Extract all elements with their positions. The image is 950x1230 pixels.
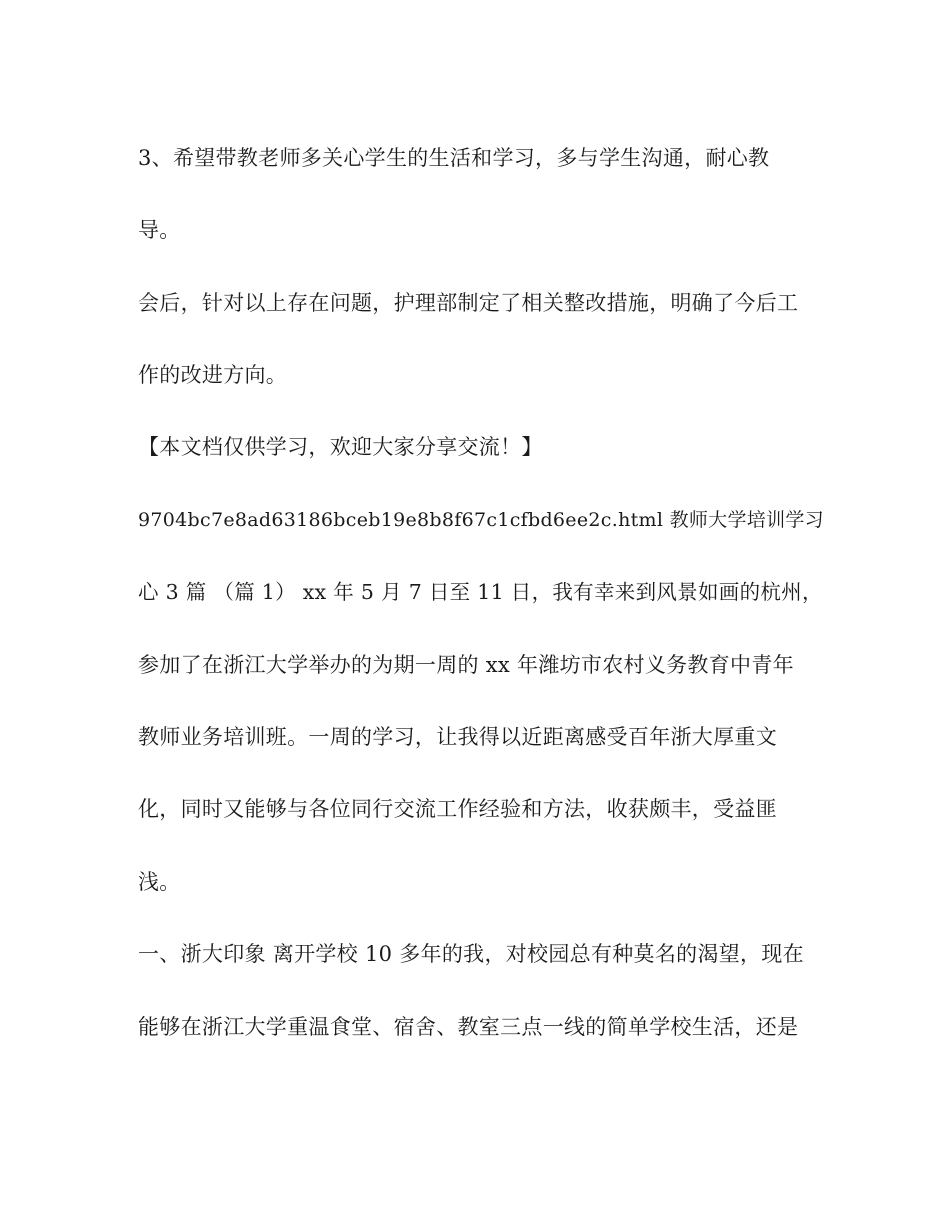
paragraph-line: 一、浙大印象 离开学校 10 多年的我，对校园总有种莫名的渴望，现在 (138, 942, 804, 966)
paragraph-line: 9704bc7e8ad63186bceb19e8b8f67c1cfbd6ee2c.html 教师大学培训学习 (138, 509, 824, 531)
paragraph-line: 教师业务培训班。一周的学习，让我得以近距离感受百年浙大厚重文 (138, 725, 777, 749)
paragraph-line: 会后，针对以上存在问题，护理部制定了相关整改措施，明确了今后工 (138, 291, 799, 315)
paragraph-line: 浅。 (138, 870, 181, 894)
paragraph-line: 参加了在浙江大学举办的为期一周的 xx 年潍坊市农村义务教育中青年 (138, 653, 794, 677)
paragraph-line: 3、希望带教老师多关心学生的生活和学习，多与学生沟通，耐心教 (138, 146, 770, 170)
paragraph-line: 导。 (138, 218, 181, 242)
paragraph-line: 作的改进方向。 (138, 363, 288, 387)
paragraph-line: 化，同时又能够与各位同行交流工作经验和方法，收获颇丰，受益匪 (138, 797, 777, 821)
paragraph-line: 能够在浙江大学重温食堂、宿舍、教室三点一线的简单学校生活，还是 (138, 1015, 799, 1039)
paragraph-line: 心 3 篇 （篇 1） xx 年 5 月 7 日至 11 日，我有幸来到风景如画的杭州， (138, 580, 823, 604)
notice-line: 【本文档仅供学习，欢迎大家分享交流！】 (138, 435, 543, 459)
